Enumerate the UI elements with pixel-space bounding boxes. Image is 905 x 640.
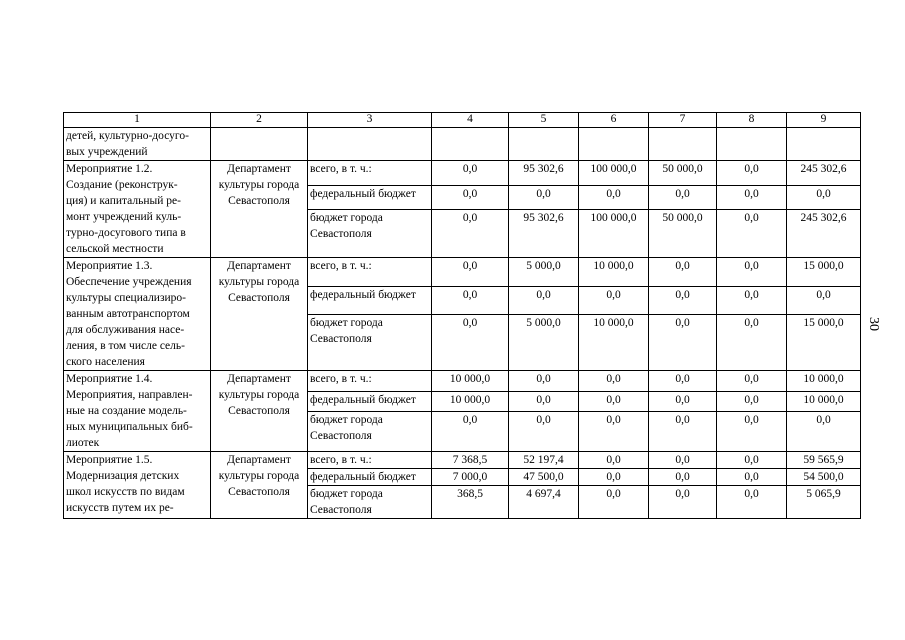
text-line: культуры города xyxy=(218,389,300,401)
value-cell: 0,0 xyxy=(717,258,787,287)
value-cell: 0,0 xyxy=(579,469,649,486)
empty-cell xyxy=(308,128,432,161)
text-line: Севастополя xyxy=(228,292,290,304)
funding-source-cell xyxy=(308,161,432,186)
column-header-2: 2 xyxy=(211,113,308,128)
text-line: бюджет города xyxy=(310,317,383,330)
empty-cell xyxy=(787,128,861,161)
funding-source-cell xyxy=(308,315,432,371)
continuation-name-cell xyxy=(64,128,211,161)
text-line: Модернизация детских xyxy=(66,470,180,482)
value-cell: 0,0 xyxy=(717,210,787,258)
text-line: Департамент xyxy=(227,163,291,175)
value-cell: 54 500,0 xyxy=(787,469,861,486)
funding-source-cell xyxy=(308,371,432,392)
value-cell: 245 302,6 xyxy=(787,161,861,186)
value-cell: 368,5 xyxy=(432,486,509,519)
text-line: искусств путем их ре- xyxy=(66,502,174,514)
value-cell: 0,0 xyxy=(509,286,579,315)
value-cell: 7 368,5 xyxy=(432,452,509,469)
page-number: 30 xyxy=(866,317,881,331)
value-cell: 15 000,0 xyxy=(787,315,861,371)
text-line: Мероприятия, направлен- xyxy=(66,389,193,401)
table-row xyxy=(64,452,861,469)
text-line: федеральный бюджет xyxy=(310,393,416,406)
value-cell: 52 197,4 xyxy=(509,452,579,469)
text-line: культуры города xyxy=(218,179,300,191)
value-cell: 0,0 xyxy=(649,315,717,371)
activity-name-cell xyxy=(64,371,211,452)
column-header-5: 5 xyxy=(509,113,579,128)
text-line: бюджет города xyxy=(310,414,383,427)
text-line: турно-досугового типа в xyxy=(66,227,186,239)
continuation-row xyxy=(64,128,861,161)
text-line: вых учреждений xyxy=(66,146,148,158)
value-cell: 0,0 xyxy=(649,412,717,452)
value-cell: 5 065,9 xyxy=(787,486,861,519)
funding-source-cell xyxy=(308,452,432,469)
text-line: федеральный бюджет xyxy=(310,288,416,301)
text-line: Создание (реконструк- xyxy=(66,179,178,191)
text-line: культуры города xyxy=(218,276,300,288)
value-cell: 245 302,6 xyxy=(787,210,861,258)
value-cell: 0,0 xyxy=(717,391,787,412)
text-line: Севастополя xyxy=(310,504,372,516)
empty-cell xyxy=(509,128,579,161)
value-cell: 0,0 xyxy=(649,452,717,469)
value-cell: 0,0 xyxy=(432,258,509,287)
value-cell: 0,0 xyxy=(649,469,717,486)
text-line: всего, в т. ч.: xyxy=(310,260,372,272)
value-cell: 0,0 xyxy=(717,286,787,315)
value-cell: 0,0 xyxy=(579,452,649,469)
text-line: ванным автотранспортом xyxy=(66,308,190,320)
text-line: Департамент xyxy=(227,373,291,385)
executor-cell xyxy=(211,371,308,452)
text-line: Севастополя xyxy=(228,486,290,498)
value-cell: 0,0 xyxy=(717,486,787,519)
funding-source-cell xyxy=(308,258,432,287)
funding-source-cell xyxy=(308,185,432,210)
value-cell: 0,0 xyxy=(432,161,509,186)
text-line: Севастополя xyxy=(310,228,372,241)
value-cell: 0,0 xyxy=(432,412,509,452)
value-cell: 0,0 xyxy=(579,185,649,210)
text-line: сельской местности xyxy=(66,243,164,255)
funding-source-cell xyxy=(308,486,432,519)
text-line: Департамент xyxy=(227,260,291,272)
value-cell: 0,0 xyxy=(787,412,861,452)
column-header-1: 1 xyxy=(64,113,211,128)
value-cell: 0,0 xyxy=(787,286,861,315)
value-cell: 0,0 xyxy=(579,486,649,519)
value-cell: 5 000,0 xyxy=(509,258,579,287)
text-line: ные на создание модель- xyxy=(66,405,187,417)
column-header-7: 7 xyxy=(649,113,717,128)
text-line: всего, в т. ч.: xyxy=(310,163,372,175)
column-header-3: 3 xyxy=(308,113,432,128)
value-cell: 0,0 xyxy=(509,391,579,412)
value-cell: 10 000,0 xyxy=(579,315,649,371)
empty-cell xyxy=(649,128,717,161)
text-line: всего, в т. ч.: xyxy=(310,454,372,466)
value-cell: 0,0 xyxy=(432,286,509,315)
column-header-9: 9 xyxy=(787,113,861,128)
text-line: школ искусств по видам xyxy=(66,486,185,498)
text-line: лиотек xyxy=(66,437,100,449)
value-cell: 0,0 xyxy=(717,452,787,469)
activity-name-cell xyxy=(64,452,211,519)
value-cell: 4 697,4 xyxy=(509,486,579,519)
value-cell: 10 000,0 xyxy=(787,371,861,392)
value-cell: 0,0 xyxy=(787,185,861,210)
text-line: бюджет города xyxy=(310,212,383,225)
table-row xyxy=(64,258,861,287)
text-line: Мероприятие 1.5. xyxy=(66,454,153,466)
text-line: Мероприятие 1.2. xyxy=(66,163,153,175)
value-cell: 0,0 xyxy=(717,469,787,486)
text-line: Обеспечение учреждения xyxy=(66,276,192,288)
column-header-8: 8 xyxy=(717,113,787,128)
activity-name-cell xyxy=(64,161,211,258)
value-cell: 0,0 xyxy=(649,286,717,315)
value-cell: 10 000,0 xyxy=(432,371,509,392)
text-line: культуры города xyxy=(218,470,300,482)
empty-cell xyxy=(432,128,509,161)
empty-cell xyxy=(211,128,308,161)
table-body xyxy=(64,128,861,519)
value-cell: 7 000,0 xyxy=(432,469,509,486)
text-line: детей, культурно-досуго- xyxy=(66,130,189,142)
funding-source-cell xyxy=(308,412,432,452)
text-line: ция) и капитальный ре- xyxy=(66,195,181,207)
table-row xyxy=(64,161,861,186)
text-line: Мероприятие 1.3. xyxy=(66,260,153,272)
value-cell: 0,0 xyxy=(432,210,509,258)
value-cell: 0,0 xyxy=(432,315,509,371)
text-line: бюджет города xyxy=(310,488,383,500)
activity-name-cell xyxy=(64,258,211,371)
value-cell: 0,0 xyxy=(579,286,649,315)
text-line: Севастополя xyxy=(310,430,372,443)
value-cell: 0,0 xyxy=(509,185,579,210)
value-cell: 0,0 xyxy=(649,486,717,519)
header-row xyxy=(64,113,861,128)
value-cell: 0,0 xyxy=(649,185,717,210)
value-cell: 50 000,0 xyxy=(649,161,717,186)
text-line: Департамент xyxy=(227,454,291,466)
executor-cell xyxy=(211,452,308,519)
text-line: Севастополя xyxy=(228,195,290,207)
value-cell: 0,0 xyxy=(579,391,649,412)
text-line: Севастополя xyxy=(228,405,290,417)
value-cell: 5 000,0 xyxy=(509,315,579,371)
value-cell: 0,0 xyxy=(509,371,579,392)
value-cell: 59 565,9 xyxy=(787,452,861,469)
executor-cell xyxy=(211,161,308,258)
text-line: монт учреждений куль- xyxy=(66,211,182,223)
column-header-4: 4 xyxy=(432,113,509,128)
value-cell: 95 302,6 xyxy=(509,210,579,258)
value-cell: 100 000,0 xyxy=(579,161,649,186)
value-cell: 100 000,0 xyxy=(579,210,649,258)
text-line: федеральный бюджет xyxy=(310,187,416,200)
value-cell: 0,0 xyxy=(432,185,509,210)
value-cell: 95 302,6 xyxy=(509,161,579,186)
value-cell: 0,0 xyxy=(579,412,649,452)
value-cell: 0,0 xyxy=(717,371,787,392)
funding-source-cell xyxy=(308,391,432,412)
text-line: для обслуживания насе- xyxy=(66,324,185,336)
budget-table xyxy=(63,112,861,519)
value-cell: 10 000,0 xyxy=(579,258,649,287)
text-line: культуры специализиро- xyxy=(66,292,186,304)
value-cell: 0,0 xyxy=(649,371,717,392)
column-header-6: 6 xyxy=(579,113,649,128)
text-line: ления, в том числе сель- xyxy=(66,340,185,352)
value-cell: 0,0 xyxy=(579,371,649,392)
text-line: федеральный бюджет xyxy=(310,471,416,483)
table-row xyxy=(64,371,861,392)
text-line: Севастополя xyxy=(310,333,372,346)
text-line: Мероприятие 1.4. xyxy=(66,373,153,385)
value-cell: 0,0 xyxy=(649,391,717,412)
text-line: ных муниципальных биб- xyxy=(66,421,193,433)
value-cell: 0,0 xyxy=(717,161,787,186)
value-cell: 0,0 xyxy=(717,412,787,452)
value-cell: 0,0 xyxy=(717,185,787,210)
text-line: ского населения xyxy=(66,356,145,368)
value-cell: 50 000,0 xyxy=(649,210,717,258)
funding-source-cell xyxy=(308,286,432,315)
value-cell: 47 500,0 xyxy=(509,469,579,486)
funding-source-cell xyxy=(308,210,432,258)
text-line: всего, в т. ч.: xyxy=(310,373,372,385)
value-cell: 15 000,0 xyxy=(787,258,861,287)
value-cell: 0,0 xyxy=(717,315,787,371)
funding-source-cell xyxy=(308,469,432,486)
value-cell: 0,0 xyxy=(649,258,717,287)
value-cell: 0,0 xyxy=(509,412,579,452)
empty-cell xyxy=(579,128,649,161)
value-cell: 10 000,0 xyxy=(432,391,509,412)
executor-cell xyxy=(211,258,308,371)
value-cell: 10 000,0 xyxy=(787,391,861,412)
empty-cell xyxy=(717,128,787,161)
